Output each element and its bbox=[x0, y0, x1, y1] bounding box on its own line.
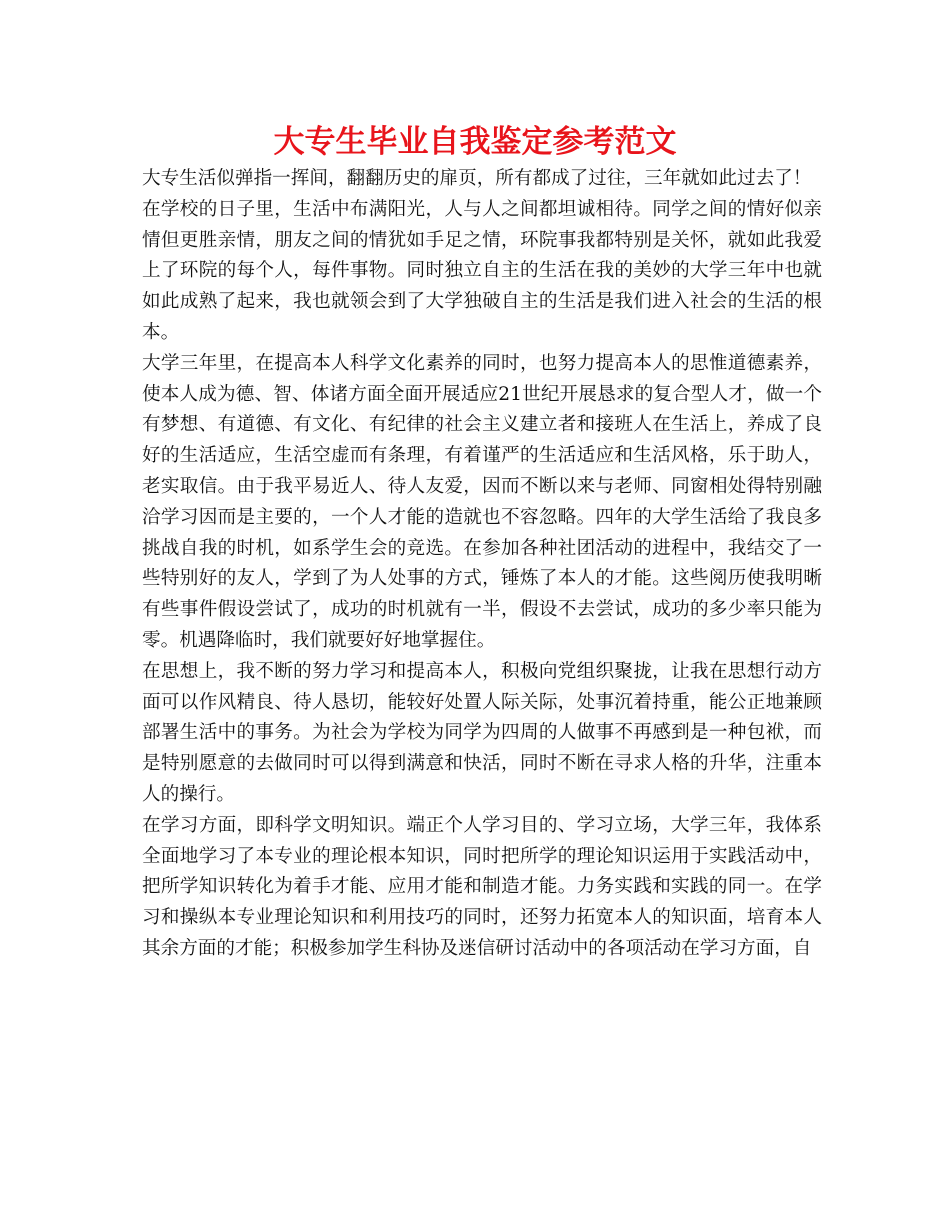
paragraph-intro: 大专生活似弹指一挥间，翻翻历史的扉页，所有都成了过往，三年就如此过去了！ bbox=[142, 168, 812, 189]
paragraph-thought: 在思想上，我不断的努力学习和提高本人，积极向党组织聚拢，让我在思想行动方面可以作风精良、待人恳切，能较好处置人际关际，处事沉着持重，能公正地兼顾部署生活中的事务。为社会为学校为同学为四周的人做事不再感到是一种包袱，而是特别愿意的去做同时可以得到满意和快活，同时不断在寻求人格的升华，注重本人的操行。 bbox=[142, 660, 822, 805]
document-title: 大专生毕业自我鉴定参考范文 bbox=[273, 124, 677, 160]
paragraph-school-life: 在学校的日子里，生活中布满阳光，人与人之间都坦诚相待。同学之间的情好似亲情但更胜亲情，朋友之间的情犹如手足之情，环院事我都特别是关怀，就如此我爱上了环院的每个人，每件事物。同时独立自主的生活在我的美妙的大学三年中也就如此成熟了起来，我也就领会到了大学独破自主的生活是我们进入社会的生活的根本。 bbox=[142, 198, 822, 343]
document-body bbox=[142, 164, 822, 965]
paragraph-three-years: 大学三年里，在提高本人科学文化素养的同时，也努力提高本人的思惟道德素养，使本人成为德、智、体诸方面全面开展适应21世纪开展恳求的复合型人才，做一个有梦想、有道德、有文化、有纪律的社会主义建立者和接班人在生活上，养成了良好的生活适应，生活空虚而有条理，有着谨严的生活适应和生活风格，乐于助人，老实取信。由于我平易近人、待人友爱，因而不断以来与老师、同窗相处得特别融洽学习因而是主要的，一个人才能的造就也不容忽略。四年的大学生活给了我良多挑战自我的时机，如系学生会的竞选。在参加各种社团活动的进程中，我结交了一些特别好的友人，学到了为人处事的方式，锤炼了本人的才能。这些阅历使我明晰有些事件假设尝试了，成功的时机就有一半，假设不去尝试，成功的多少率只能为零。机遇降临时，我们就要好好地掌握住。 bbox=[142, 352, 822, 651]
paragraph-study: 在学习方面，即科学文明知识。端正个人学习目的、学习立场，大学三年，我体系全面地学习了本专业的理论根本知识，同时把所学的理论知识运用于实践活动中，把所学知识转化为着手才能、应用才能和制造才能。力务实践和实践的同一。在学习和操纵本专业理论知识和利用技巧的同时，还努力拓宽本人的知识面，培育本人其余方面的才能；积极参加学生科协及迷信研讨活动中的各项活动在学习方面，自 bbox=[142, 814, 822, 959]
